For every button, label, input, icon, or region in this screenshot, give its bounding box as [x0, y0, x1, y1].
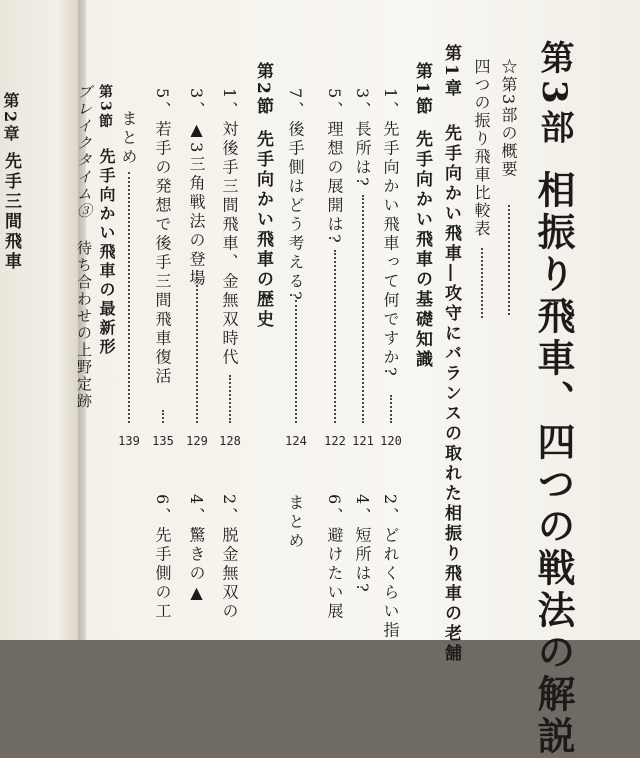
toc-lower-b2: 4、驚きの▲: [187, 494, 206, 606]
toc-lower-a2: 4、短所は?: [353, 494, 372, 595]
toc-lower-b1: 2、脱金無双の: [220, 494, 239, 622]
toc-item-a1: 1、先手向かい飛車って何ですか?: [381, 88, 400, 379]
page-a1: 120: [380, 434, 402, 448]
leader-b1: [229, 375, 231, 423]
overview-leader: [508, 205, 510, 315]
toc-compare: 四つの振り飛車比較表: [472, 58, 491, 238]
toc-overview: ☆第3部の概要: [499, 58, 518, 179]
leader-b4: [128, 172, 130, 423]
leader-a4: [295, 300, 297, 423]
toc-item-b1: 1、対後手三間飛車、金無双時代: [220, 88, 239, 368]
leader-a2: [362, 195, 364, 423]
page-b1: 128: [219, 434, 241, 448]
leader-a3: [334, 250, 336, 423]
compare-leader: [481, 248, 483, 318]
left-page: [0, 0, 82, 640]
page-b3: 135: [152, 434, 174, 448]
toc-item-a2: 3、長所は?: [353, 88, 372, 189]
toc-lower-a4: まとめ: [286, 494, 305, 551]
page-b4: 139: [118, 434, 140, 448]
chapter1-label: 第1章: [441, 44, 461, 99]
toc-item-a4: 7、後手側はどう考える?: [286, 88, 305, 303]
section1-label: 第1節: [412, 62, 432, 117]
toc-lower-a1: 2、どれくらい指: [381, 494, 400, 641]
section3-label: 第3節: [97, 84, 113, 131]
toc-item-a3: 5、理想の展開は?: [325, 88, 344, 246]
left-chapter-title: 先手三間飛車: [1, 152, 21, 272]
part-label: 第3部: [534, 40, 574, 150]
section1-title: 先手向かい飛車の基礎知識: [412, 130, 432, 370]
section3-title: 先手向かい飛車の最新形: [97, 148, 116, 357]
break-label: ブレイクタイム③: [75, 84, 93, 220]
section2-title: 先手向かい飛車の歴史: [253, 130, 273, 330]
toc-lower-b3: 6、先手側の工: [153, 494, 172, 622]
page-a2: 121: [352, 434, 374, 448]
chapter1-title: 先手向かい飛車―攻守にバランスの取れた相振り飛車の老舗: [441, 124, 461, 664]
section2-label: 第2節: [253, 62, 273, 117]
toc-item-b2: 3、▲3三角戦法の登場: [187, 88, 206, 289]
left-chapter-label: 第2章: [1, 92, 20, 145]
right-page: [75, 0, 640, 758]
leader-a1: [390, 395, 392, 423]
part-title: 相振り飛車、四つの戦法の解説: [531, 170, 576, 758]
leader-b3: [162, 410, 164, 423]
toc-item-b3: 5、若手の発想で後手三間飛車復活: [153, 88, 172, 387]
page-b2: 129: [186, 434, 208, 448]
toc-lower-a3: 6、避けたい展: [325, 494, 344, 622]
page-a3: 122: [324, 434, 346, 448]
toc-item-b4: まとめ: [119, 110, 138, 167]
break-title: 待ち合わせの上野定跡: [75, 240, 93, 410]
page-a4: 124: [285, 434, 307, 448]
leader-b2: [196, 270, 198, 423]
